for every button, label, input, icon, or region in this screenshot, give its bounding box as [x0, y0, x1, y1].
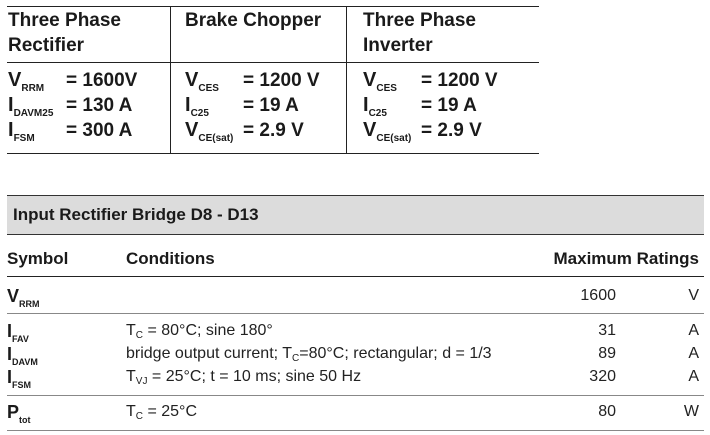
rectifier-value-idavm25: = 130 A: [66, 95, 133, 116]
rectifier-param-idavm25: $I_{DAVM25}$ = 130 A: [8, 94, 133, 119]
row-value-idavm: 89: [598, 345, 616, 362]
rectifier-heading-line2: Rectifier: [8, 35, 85, 56]
rectifier-heading: [8, 8, 121, 58]
col-header-conditions: Conditions: [126, 249, 215, 268]
chopper-value-vces: = 1200 V: [243, 70, 320, 91]
rectifier-value-ifsm: = 300 A: [66, 120, 133, 141]
inverter-heading-line1: Three Phase: [363, 10, 476, 31]
row-unit-ptot: W: [683, 403, 699, 420]
summary-mid-rule: [7, 62, 539, 63]
row-rule-1: [7, 313, 704, 314]
row-conditions-idavm: bridge output current; $T_C=80^\circ C$; rectangular; d = 1/3: [126, 345, 492, 364]
row-symbol-ptot: $P_{tot}$: [7, 402, 31, 425]
row-unit-idavm: A: [688, 345, 699, 362]
rectifier-param-ifsm: $I_{FSM}$ = 300 A: [8, 119, 133, 144]
chopper-param-ic25: $I_{C25}$ = 19 A: [185, 94, 299, 119]
row-symbol-idavm: $I_{DAVM}$: [7, 344, 38, 367]
inverter-heading-line2: Inverter: [363, 35, 433, 56]
inverter-param-vcesat: $V_{CE(sat)}$ = 2.9 V: [363, 119, 482, 144]
row-rule-2: [7, 395, 704, 396]
inverter-value-vcesat: = 2.9 V: [421, 120, 482, 141]
row-value-vrrm: 1600: [580, 287, 616, 304]
chopper-param-vcesat: $V_{CE(sat)}$ = 2.9 V: [185, 119, 304, 144]
chopper-value-ic25: = 19 A: [243, 95, 299, 116]
chopper-value-vcesat: = 2.9 V: [243, 120, 304, 141]
section-title: Input Rectifier Bridge D8 - D13: [13, 205, 259, 224]
header-rule: [7, 276, 704, 277]
row-symbol-vrrm: $V_{RRM}$: [7, 286, 40, 309]
chopper-heading-line1: Brake Chopper: [185, 10, 322, 31]
inverter-value-vces: = 1200 V: [421, 70, 498, 91]
inverter-heading: [363, 8, 476, 58]
summary-divider-1: [170, 6, 171, 154]
table-bottom-rule: [7, 430, 704, 431]
inverter-value-ic25: = 19 A: [421, 95, 477, 116]
row-symbol-ifav: $I_{FAV}$: [7, 321, 29, 344]
row-value-ptot: 80: [598, 403, 616, 420]
summary-top-rule: [7, 6, 539, 7]
summary-bottom-rule: [7, 153, 539, 154]
row-unit-ifsm: A: [688, 368, 699, 385]
row-value-ifsm: 320: [589, 368, 616, 385]
inverter-param-vces: $V_{CES}$ = 1200 V: [363, 69, 498, 94]
row-conditions-ifsm: $T_{VJ} = 25^\circ C$; t = 10 ms; sine 50 Hz: [126, 368, 362, 387]
chopper-param-vces: $V_{CES}$ = 1200 V: [185, 69, 320, 94]
rectifier-value-vrrm: = 1600V: [66, 70, 138, 91]
row-unit-vrrm: V: [688, 287, 699, 304]
col-header-symbol: Symbol: [7, 249, 69, 268]
row-value-ifav: 31: [598, 322, 616, 339]
rectifier-param-vrrm: $V_{RRM}$ = 1600V: [8, 69, 138, 94]
inverter-param-ic25: $I_{C25}$ = 19 A: [363, 94, 477, 119]
row-unit-ifav: A: [688, 322, 699, 339]
row-symbol-ifsm: $I_{FSM}$: [7, 367, 32, 390]
section-header-band: [7, 195, 704, 235]
rectifier-heading-line1: Three Phase: [8, 10, 121, 31]
summary-divider-2: [346, 6, 347, 154]
col-header-ratings: Maximum Ratings: [553, 249, 699, 268]
row-conditions-ptot: $T_C = 25^\circ C$: [126, 403, 197, 422]
chopper-heading: [185, 8, 321, 33]
row-conditions-ifav: $T_C = 80^\circ C$; sine 180°: [126, 322, 273, 341]
